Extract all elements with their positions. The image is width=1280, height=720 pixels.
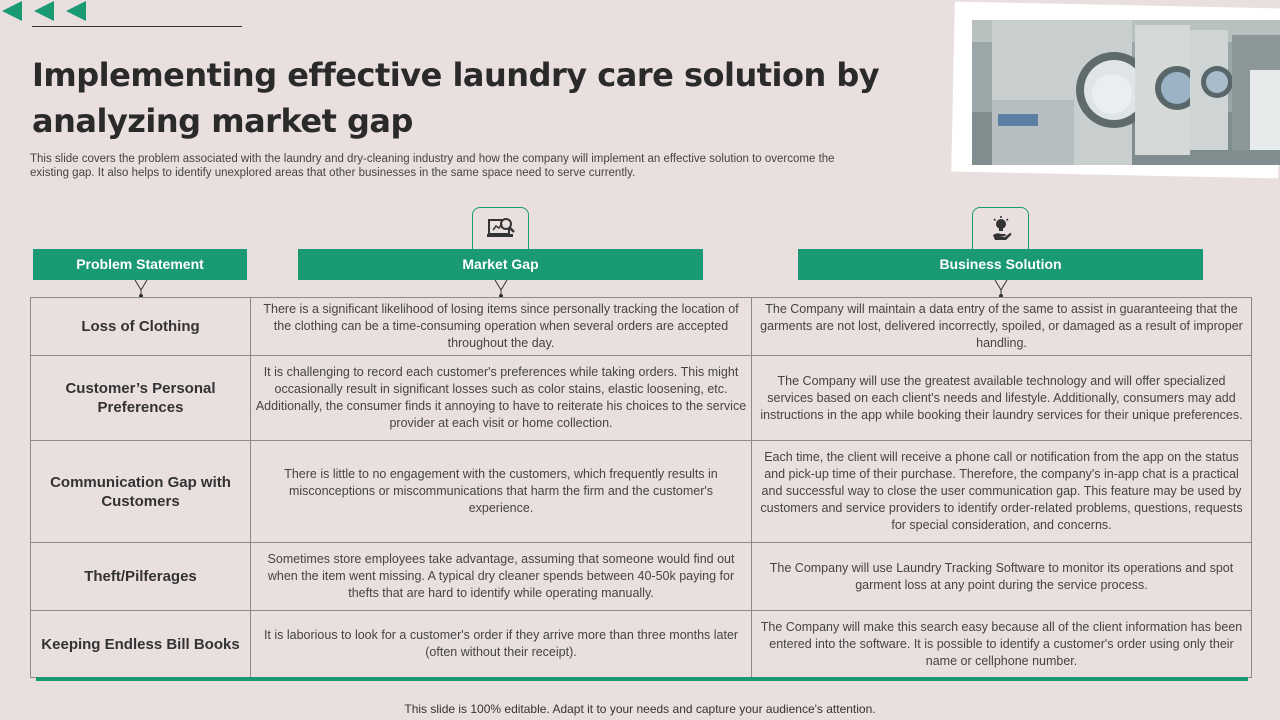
solution-cell: The Company will use the greatest available technology and will offer specialized services based on each client's needs and lifestyle. Additionally, consumers may add instructions in the app while booking their laundry services for their unique preferences.: [752, 356, 1252, 441]
problem-cell: Loss of Clothing: [31, 298, 251, 356]
market-gap-icon-tab: [472, 207, 529, 250]
header-connector: [494, 280, 508, 298]
header-connector: [994, 280, 1008, 298]
slide-footer: This slide is 100% editable. Adapt it to your needs and capture your audience's attention.: [404, 702, 876, 716]
hand-lightbulb-icon: [987, 215, 1015, 243]
gap-cell: There is little to no engagement with the customers, which frequently results in misconceptions or miscommunications that harm the firm and the customer's experience.: [251, 441, 752, 543]
problem-cell: Customer’s Personal Preferences: [31, 356, 251, 441]
header-market-gap: Market Gap: [298, 249, 703, 280]
header-business-solution: Business Solution: [798, 249, 1203, 280]
business-solution-icon-tab: [972, 207, 1029, 250]
top-divider: [32, 26, 242, 27]
header-connector: [134, 280, 148, 298]
table-row: [31, 543, 1252, 611]
header-problem-statement: Problem Statement: [33, 249, 247, 280]
table-row: [31, 356, 1252, 441]
gap-cell: It is laborious to look for a customer's order if they arrive more than three months later (often without their receipt).: [251, 611, 752, 678]
market-gap-table: [30, 297, 1252, 678]
solution-cell: The Company will maintain a data entry of the same to assist in guaranteeing that the garments are not lost, delivered incorrectly, spoiled, or damaged as a result of improper handling.: [752, 298, 1252, 356]
back-arrow-icon[interactable]: [2, 1, 22, 21]
slide-title: Implementing effective laundry care solution by analyzing market gap: [32, 56, 880, 140]
table-bottom-bar: [36, 677, 1248, 681]
table-row: [31, 441, 1252, 543]
gap-cell: It is challenging to record each customer's preferences while taking orders. This might occasionally result in significant losses such as color stains, elastic loosening, etc. Additionally, the consumer finds it annoying to have to reiterate his choices to the service provider at each visit or home collection.: [251, 356, 752, 441]
solution-cell: The Company will use Laundry Tracking Software to monitor its operations and spot garment loss at any point during the service process.: [752, 543, 1252, 611]
problem-cell: Theft/Pilferages: [31, 543, 251, 611]
table-row: [31, 611, 1252, 678]
solution-cell: Each time, the client will receive a phone call or notification from the app on the status and pick-up time of their purchase. Therefore, the company's in-app chat is a practical and successful way to close the user communication gap. This feature may be used by customers and service providers to identify order-related problems, questions, requests for special consideration, and concerns.: [752, 441, 1252, 543]
laptop-search-icon: [486, 216, 516, 242]
slide-subtitle: This slide covers the problem associated with the laundry and dry-cleaning industry and how the company will implement an effective solution to overcome the existing gap. It also helps to identify unexplored areas that other businesses in the same space need to serve currently.: [30, 153, 835, 179]
problem-cell: Keeping Endless Bill Books: [31, 611, 251, 678]
back-arrow-icon[interactable]: [66, 1, 86, 21]
washing-machines-photo: [972, 20, 1280, 165]
gap-cell: There is a significant likelihood of losing items since personally tracking the location of the clothing can be a time-consuming operation when several orders are accepted throughout the day.: [251, 298, 752, 356]
solution-cell: The Company will make this search easy because all of the client information has been entered into the software. It is possible to identify a customer's order using only their name or cellphone number.: [752, 611, 1252, 678]
table-row: [31, 298, 1252, 356]
problem-cell: Communication Gap with Customers: [31, 441, 251, 543]
gap-cell: Sometimes store employees take advantage, assuming that someone would find out when the item went missing. A typical dry cleaner spends between 40-50k paying for thefts that are hard to identify while operating manually.: [251, 543, 752, 611]
back-arrow-icon[interactable]: [34, 1, 54, 21]
